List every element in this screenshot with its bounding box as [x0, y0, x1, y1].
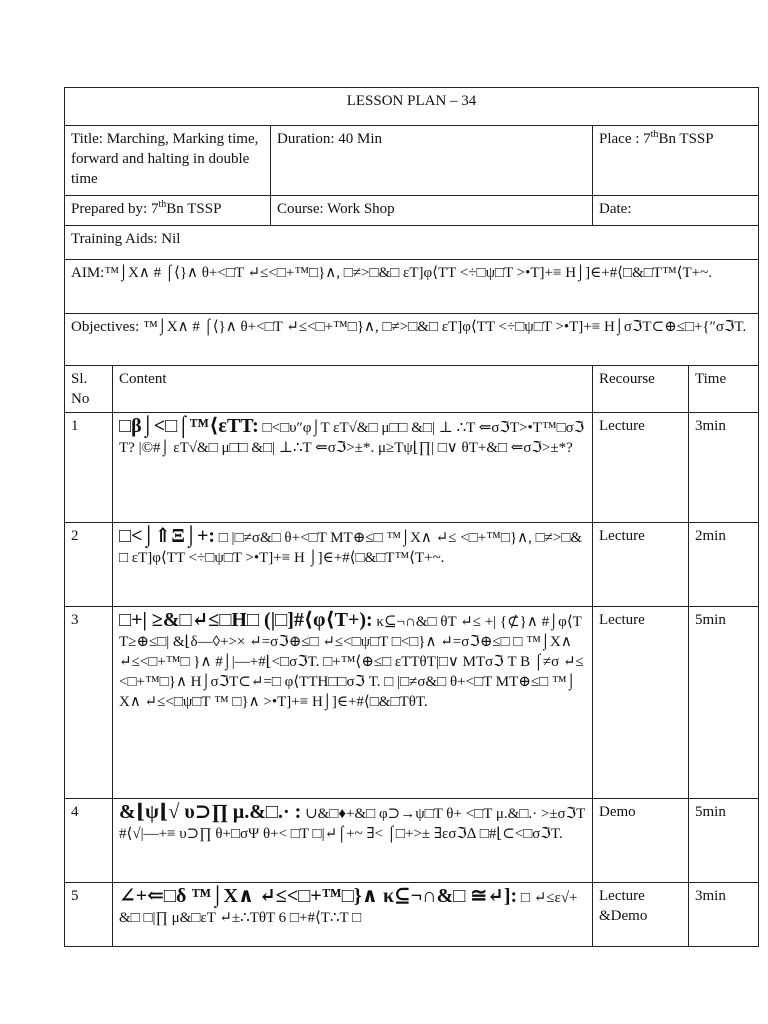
prepared-prefix: Prepared by: 7 [71, 201, 159, 217]
row-5-body: □ ↵≤ε√+&□ □|∏ μ&□εT ↵±∴TθT 6 □+#⟨T∴T □ [119, 890, 578, 926]
row-1-resource: Lecture [593, 413, 689, 523]
row-2-heading: □<⌡⇑Ξ⌡+: [119, 525, 215, 547]
row-3-content [113, 607, 593, 799]
prepared-suffix: Bn TSSP [166, 201, 222, 217]
lesson-plan-table [64, 87, 759, 947]
column-header-time: Time [689, 366, 759, 413]
row-3-time: 5min [689, 607, 759, 799]
row-2-time: 2min [689, 523, 759, 607]
row-4-heading: &⌊ψ⌊√ υ⊃∏ μ.&□.· : [119, 801, 302, 823]
column-header-sl: Sl. No [65, 366, 113, 413]
row-4-sl: 4 [65, 799, 113, 883]
lesson-title: LESSON PLAN – 34 [65, 88, 759, 126]
row-4-resource: Demo [593, 799, 689, 883]
row-4-time: 5min [689, 799, 759, 883]
row-5-resource: Lecture &Demo [593, 883, 689, 947]
aim-cell: AIM:™⌡X∧ # ⌠⟨}∧ θ+<□T ↵≤<□+™□}∧, □≠>□&□ εT]φ⟨TT <÷□ψ□T >•T]+≡ H⌡]∈+#⟨□&□T™⟨T+~. [65, 260, 759, 314]
prepared-by-cell [65, 196, 271, 226]
course-cell: Course: Work Shop [271, 196, 593, 226]
training-aids: Training Aids: Nil [65, 226, 759, 260]
row-2-sl: 2 [65, 523, 113, 607]
row-2-body: □ |□≠σ&□ θ+<□T MT⊕≤□ ™⌡X∧ ↵≤ <□+™□}∧, □≠>□&□ εT]φ⟨TT <÷□ψ□T >•T]+≡ H ⌡]∈+#⟨□&□T™⟨T+~. [119, 530, 583, 566]
prepared-sup: th [158, 199, 167, 210]
row-3-resource: Lecture [593, 607, 689, 799]
row-1-body: □<□υ″φ⌡T εT√&□ μ□□ &□| ⊥ ∴T ⇐σℑT>•T™□σℑT? |©#⌡ εT√&□ μ□□ &□| ⊥∴T ⇐σℑ>±*. μ≥Tψ⌊∏| □∨ θT+&□ ⇐σℑ>±*? [119, 420, 585, 456]
row-1-time: 3min [689, 413, 759, 523]
row-2-content [113, 523, 593, 607]
row-3-heading: □+| ≥&□↵≤□H□ (|□]#⟨φ⟨T+): [119, 609, 373, 631]
column-header-content: Content [113, 366, 593, 413]
place-sup: th [650, 129, 659, 140]
row-1-content [113, 413, 593, 523]
place-suffix: Bn TSSP [658, 131, 714, 147]
row-5-sl: 5 [65, 883, 113, 947]
row-5-heading: ∠+⇐□δ ™⌡X∧ ↵≤<□+™□}∧ κ⊆¬∩&□ ≅↵]: [119, 885, 518, 907]
title-cell: Title: Marching, Marking time, forward and halting in double time [65, 126, 271, 196]
row-2-resource: Lecture [593, 523, 689, 607]
duration-cell: Duration: 40 Min [271, 126, 593, 196]
place-cell [593, 126, 759, 196]
row-3-sl: 3 [65, 607, 113, 799]
place-prefix: Place : 7 [599, 131, 651, 147]
column-header-resource: Recourse [593, 366, 689, 413]
row-5-content [113, 883, 593, 947]
row-1-sl: 1 [65, 413, 113, 523]
row-4-content [113, 799, 593, 883]
objectives-cell: Objectives: ™⌡X∧ # ⌠⟨}∧ θ+<□T ↵≤<□+™□}∧, □≠>□&□ εT]φ⟨TT <÷□ψ□T >•T]+≡ H⌡σℑT⊂⊕≤□+{″σℑT. [65, 314, 759, 366]
row-3-body: κ⊆¬∩&□ θT ↵≤ +| {⊄}∧ #⌡φ⟨TT≥⊕≤□| &⌊δ—◊+>× ↵=σℑ⊕≤□ ↵≤<□ψ□T □<□}∧ ↵=σℑ⊕≤□ □ ™⌡X∧ ↵≤<□+™□ }∧ #⌡|—+#⌊<□σℑT. □+™⟨⊕≤□ εTTθT|□∨ MTσℑ T B ⌠≠σ ↵≤<□+™□}∧ H⌡σℑT⊂↵=□ φ⟨TTH□□σℑ T. □ |□≠σ&□ θ+<□T MT⊕≤□ ™⌡X∧ ↵≤<□ψ□T ™ □}∧ >•T]+≡ H⌡]∈+#⟨□&□TθT. [119, 614, 584, 710]
date-cell: Date: [593, 196, 759, 226]
row-4-body: ∪&□♦+&□ φ⊃→ψ□T θ+ <□T μ.&□.· >±σℑT #⟨√|—+≡ υ⊃∏ θ+□σΨ θ+< □T □|↵⌠+~ ∃< ⌠□+>± ∃εσℑ∆ □#⌊⊂<□σℑT. [119, 806, 585, 842]
row-5-time: 3min [689, 883, 759, 947]
row-1-heading: □β⌡<□⌠™⟨εTT: [119, 415, 259, 437]
